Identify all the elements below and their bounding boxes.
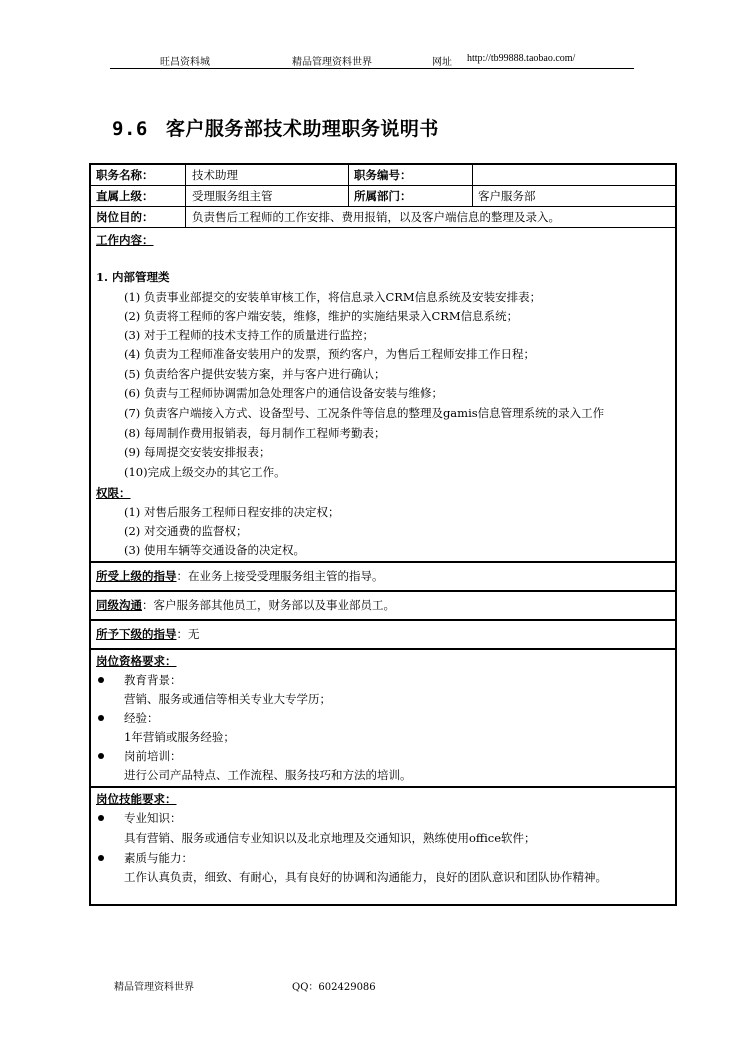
footer-qq: QQ：602429086 [292,982,376,993]
superior-value: 受理服务组主管 [192,189,273,203]
department-value: 客户服务部 [478,189,536,203]
header-left: 旺昌资料城 [160,57,210,68]
skill-item-detail: 具有营销、服务或通信专业知识以及北京地理及交通知识，熟练使用office软件； [124,831,536,845]
bullet-icon [98,715,104,721]
table-col-rule [185,163,186,227]
qualification-item-detail: 进行公司产品特点、工作流程、服务技巧和方法的培训。 [124,768,412,782]
page-title [112,114,439,141]
job-name-label: 职务名称： [96,168,154,182]
skill-item-title: 素质与能力： [124,851,193,865]
duty-item: (5) 负责给客户提供安装方案，并与客户进行确认； [124,367,386,381]
footer-left: 精品管理资料世界 [114,982,194,993]
qualification-item-title: 教育背景： [124,673,182,687]
duty-item: (6) 负责与工程师协调需加急处理客户的通信设备安装与维修； [124,386,443,400]
table-rule [89,206,677,207]
purpose-value: 负责售后工程师的工作安排、费用报销，以及客户端信息的整理及录入。 [192,210,560,224]
bullet-icon [98,815,104,821]
duty-item: (9) 每周提交安装安排报表； [124,445,271,459]
header-url-label: 网址 [432,57,452,68]
peer-communication: 同级沟通：客户服务部其他员工，财务部以及事业部员工。 [96,598,395,612]
table-rule [89,227,677,228]
purpose-label: 岗位目的： [96,210,154,224]
duty-item: (2) 负责将工程师的客户端安装，维修，维护的实施结果录入CRM信息系统； [124,309,519,323]
table-rule [89,786,677,788]
table-rule [89,590,677,592]
skill-item-title: 专业知识： [124,811,182,825]
authority-heading: 权限： [96,486,131,500]
qualification-item-title: 经验： [124,711,159,725]
skill-item-detail: 工作认真负责，细致、有耐心，具有良好的协调和沟通能力，良好的团队意识和团队协作精神。 [124,870,607,884]
skills-heading: 岗位技能要求： [96,792,177,806]
authority-item: (2) 对交通费的监督权； [124,524,248,538]
authority-item: (1) 对售后服务工程师日程安排的决定权； [124,505,340,519]
superior-guidance: 所受上级的指导：在业务上接受受理服务组主管的指导。 [96,569,384,583]
subordinate-guidance: 所予下级的指导：无 [96,627,200,641]
duty-item: (8) 每周制作费用报销表，每月制作工程师考勤表； [124,426,386,440]
internal-management-title: 1. 内部管理类 [96,270,170,284]
header-rule [110,68,634,69]
table-col-rule [348,163,349,206]
superior-label: 直属上级： [96,189,154,203]
job-name-value: 技术助理 [192,168,238,182]
duty-item: (7) 负责客户端接入方式、设备型号、工况条件等信息的整理及gamis信息管理系统的录入工作 [124,406,605,420]
bullet-icon [98,677,104,683]
title-text: 客户服务部技术助理职务说明书 [165,118,439,140]
table-rule [89,619,677,621]
duty-item: (3) 对于工程师的技术支持工作的质量进行监控； [124,328,374,342]
authority-item: (3) 使用车辆等交通设备的决定权。 [124,543,305,557]
bullet-icon [98,753,104,759]
department-label: 所属部门： [354,189,412,203]
table-col-rule [472,163,473,206]
qualification-item-detail: 营销、服务或通信等相关专业大专学历； [124,692,331,706]
duty-item: (4) 负责为工程师准备安装用户的发票，预约客户，为售后工程师安排工作日程； [124,347,535,361]
table-rule [89,561,677,563]
table-rule [89,163,677,165]
duty-item: (10)完成上级交办的其它工作。 [124,465,286,479]
bullet-icon [98,855,104,861]
qualification-item-title: 岗前培训： [124,749,182,763]
table-rule [89,648,677,650]
qualification-item-detail: 1年营销或服务经验； [124,730,235,744]
header-url[interactable]: http://tb99888.taobao.com/ [467,53,576,64]
job-code-label: 职务编号： [354,168,412,182]
work-content-heading: 工作内容： [96,233,154,247]
section-number: 9.6 [112,118,148,140]
header-center: 精品管理资料世界 [292,57,372,68]
table-rule [89,185,677,186]
qualification-heading: 岗位资格要求： [96,654,177,668]
duty-item: (1) 负责事业部提交的安装单审核工作，将信息录入CRM信息系统及安装安排表； [124,290,542,304]
